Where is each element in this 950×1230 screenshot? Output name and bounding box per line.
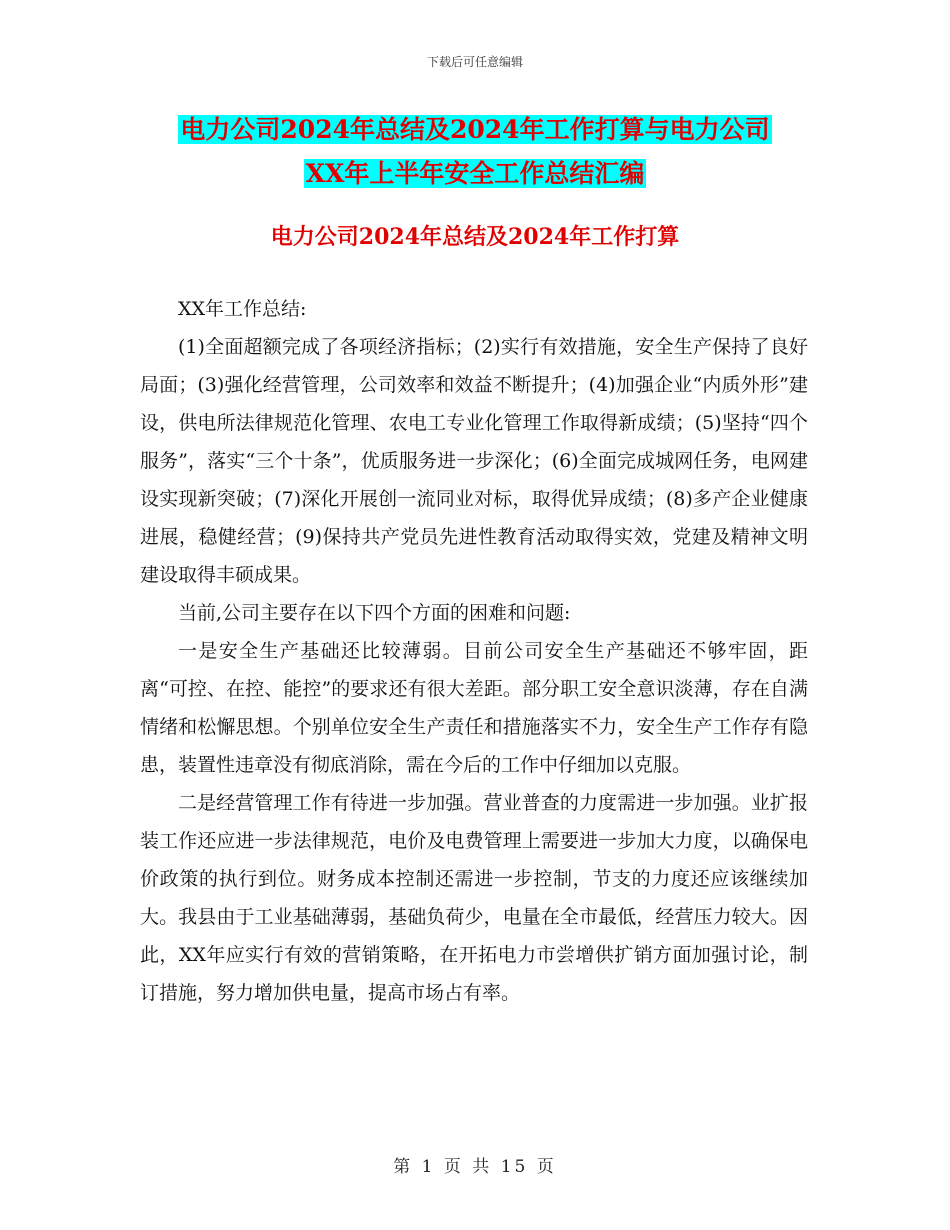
header-note: 下载后可任意编辑 [426, 55, 523, 69]
paragraph: 二是经营管理工作有待进一步加强。营业普查的力度需进一步加强。业扩报装工作还应进一步法律规范，电价及电费管理上需要进一步加大力度，以确保电价政策的执行到位。财务成本控制还需进一步控制，节支的力度还应该继续加大。我县由于工业基础薄弱，基础负荷少，电量在全市最低，经营压力较大。因此，XX年应实行有效的营销策略，在开拓电力市尝增供扩销方面加强讨论，制订措施，努力增加供电量，提高市场占有率。 [140, 792, 808, 1004]
paragraph: 一是安全生产基础还比较薄弱。目前公司安全生产基础还不够牢固，距离“可控、在控、能控”的要求还有很大差距。部分职工安全意识淡薄，存在自满情绪和松懈思想。个别单位安全生产责任和措施落实不力，安全生产工作存有隐患，装置性违章没有彻底消除，需在今后的工作中仔细加以克服。 [140, 640, 808, 776]
main-title-line-1 [0, 111, 950, 149]
page-footer: 第 1 页 共 15 页 [393, 1157, 557, 1177]
main-title-line-1-text: 电力公司2024年总结及2024年工作打算与电力公司 [180, 115, 770, 144]
paragraph: (1)全面超额完成了各项经济指标；(2)实行有效措施，安全生产保持了良好局面；(3)强化经营管理，公司效率和效益不断提升；(4)加强企业“内质外形”建设，供电所法律规范化管理、农电工专业化管理工作取得新成绩；(5)坚持“四个服务”，落实“三个十条”，优质服务进一步深化；(6)全面完成城网任务，电网建设实现新突破；(7)深化开展创一流同业对标，取得优异成绩；(8)多产企业健康进展，稳健经营；(9)保持共产党员先进性教育活动取得实效，党建及精神文明建设取得丰硕成果。 [140, 336, 808, 586]
paragraph: XX年工作总结: [178, 298, 307, 320]
section-title: 电力公司2024年总结及2024年工作打算 [270, 224, 680, 250]
paragraph: 当前,公司主要存在以下四个方面的困难和问题: [178, 602, 571, 624]
body-text [140, 290, 808, 1012]
main-title-line-2 [0, 155, 950, 193]
main-title-line-2-text: XX年上半年安全工作总结汇编 [305, 159, 645, 188]
